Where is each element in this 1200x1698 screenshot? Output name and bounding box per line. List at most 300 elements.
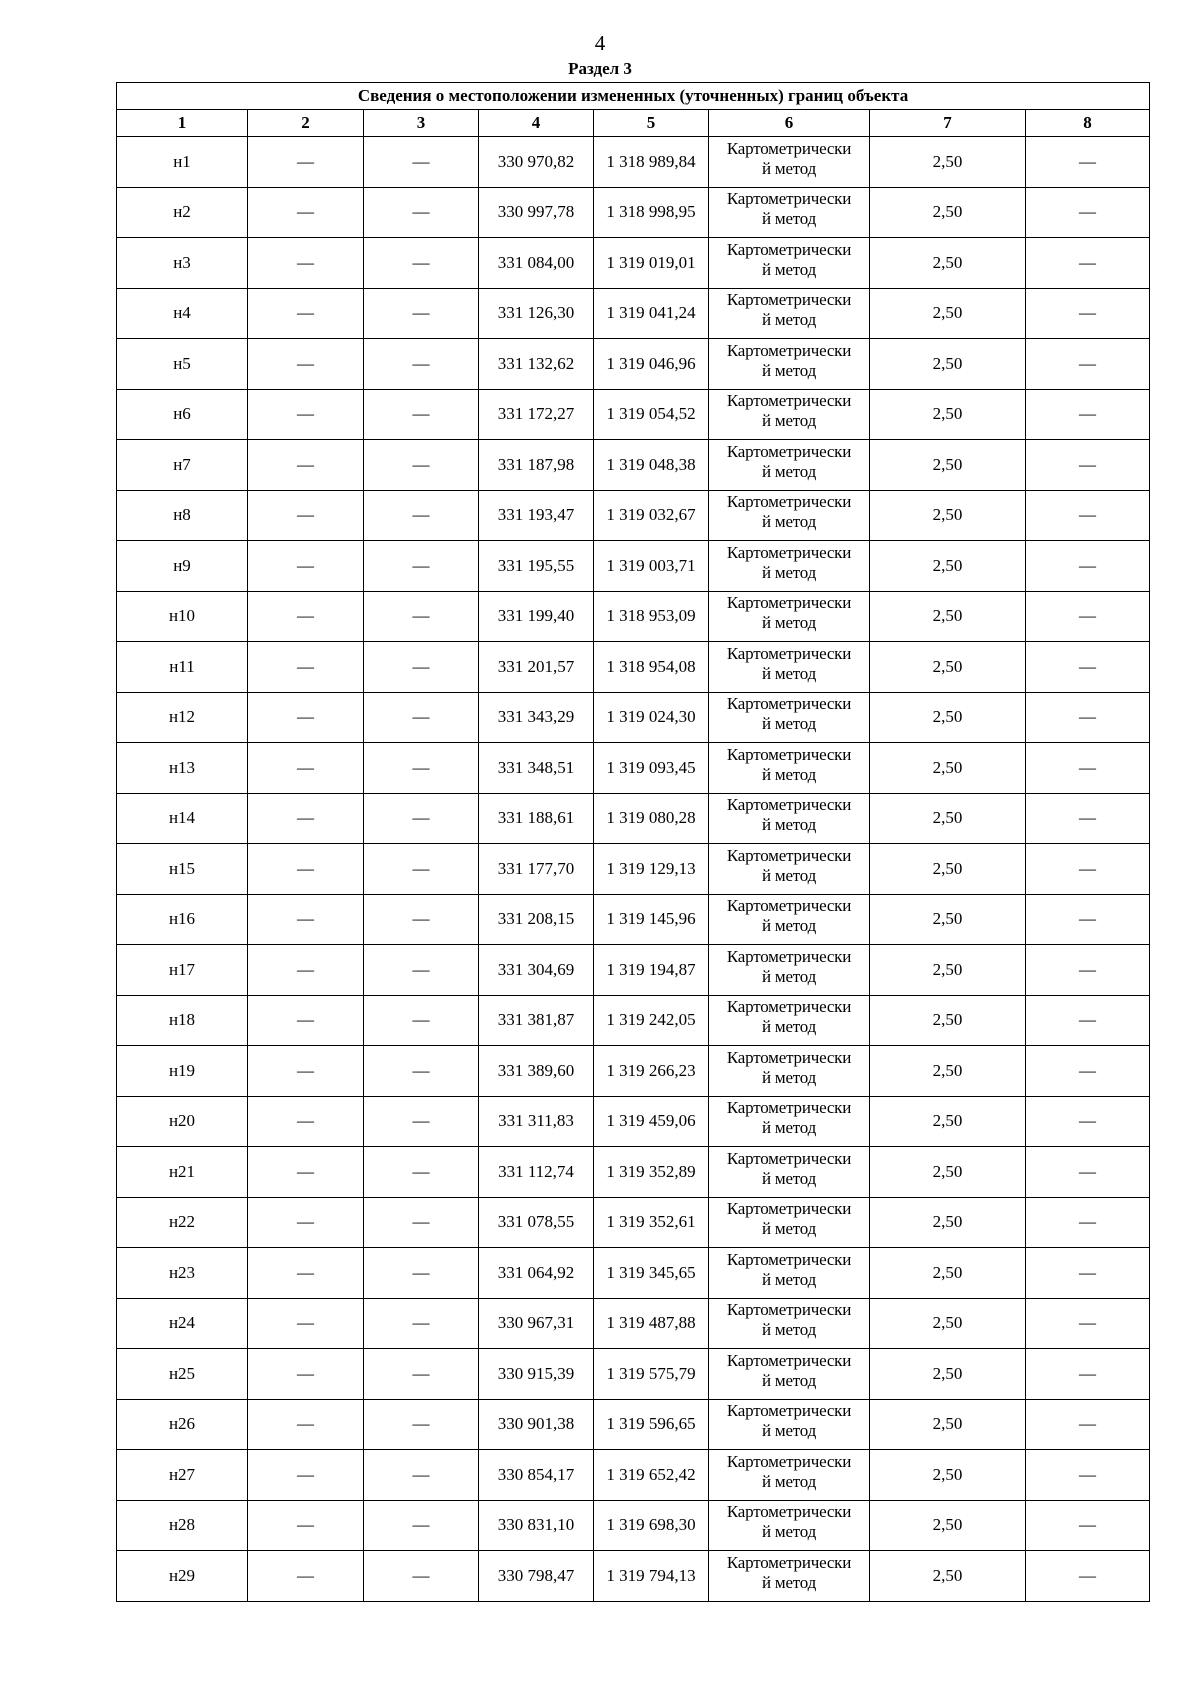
method-text-line: й метод [761,1320,817,1340]
method-text-line: Картометрически [726,795,852,815]
y-coordinate-cell: 1 318 954,08 [594,642,709,693]
col2-cell: — [248,490,364,541]
point-name-cell: н2 [117,187,248,238]
col3-cell: — [364,995,479,1046]
accuracy-cell: 2,50 [870,339,1026,390]
x-coordinate-cell: 331 389,60 [479,1046,594,1097]
accuracy-cell: 2,50 [870,1450,1026,1501]
accuracy-cell: 2,50 [870,187,1026,238]
x-coordinate-cell: 331 064,92 [479,1248,594,1299]
accuracy-cell: 2,50 [870,1248,1026,1299]
table-row [117,1349,1150,1400]
col2-cell: — [248,440,364,491]
x-coordinate-cell: 331 172,27 [479,389,594,440]
x-coordinate-cell: 331 188,61 [479,793,594,844]
y-coordinate-cell: 1 319 145,96 [594,894,709,945]
point-name-cell: н1 [117,137,248,188]
col2-cell: — [248,1147,364,1198]
x-coordinate-cell: 331 132,62 [479,339,594,390]
y-coordinate-cell: 1 319 596,65 [594,1399,709,1450]
x-coordinate-cell: 331 201,57 [479,642,594,693]
table-row [117,1147,1150,1198]
accuracy-cell: 2,50 [870,490,1026,541]
col3-cell: — [364,541,479,592]
y-coordinate-cell: 1 319 698,30 [594,1500,709,1551]
boundary-coordinates-table [116,82,1150,1602]
method-cell [709,288,870,339]
column-header-row [117,110,1150,137]
col3-cell: — [364,1551,479,1602]
col3-cell: — [364,1046,479,1097]
col2-cell: — [248,137,364,188]
point-name-cell: н26 [117,1399,248,1450]
accuracy-cell: 2,50 [870,137,1026,188]
method-text-line: й метод [761,815,817,835]
method-cell [709,743,870,794]
table-row [117,288,1150,339]
x-coordinate-cell: 330 970,82 [479,137,594,188]
col3-cell: — [364,1500,479,1551]
method-text-line: й метод [761,259,817,279]
table-row [117,844,1150,895]
method-text-line: й метод [761,1219,817,1239]
table-row [117,1298,1150,1349]
col8-cell: — [1026,339,1150,390]
method-text-line: Картометрически [726,1098,852,1118]
method-cell [709,945,870,996]
method-text-line: й метод [761,1421,817,1441]
table-row [117,389,1150,440]
method-text-line: Картометрически [726,896,852,916]
method-text-line: й метод [761,310,817,330]
col8-cell: — [1026,1046,1150,1097]
method-cell [709,541,870,592]
method-text-line: Картометрически [726,290,852,310]
method-cell [709,1147,870,1198]
column-header: 8 [1026,110,1150,137]
y-coordinate-cell: 1 319 345,65 [594,1248,709,1299]
x-coordinate-cell: 331 311,83 [479,1096,594,1147]
method-text-line: Картометрически [726,1502,852,1522]
col8-cell: — [1026,1500,1150,1551]
point-name-cell: н29 [117,1551,248,1602]
x-coordinate-cell: 331 084,00 [479,238,594,289]
col8-cell: — [1026,541,1150,592]
point-name-cell: н6 [117,389,248,440]
method-text-line: Картометрически [726,845,852,865]
col3-cell: — [364,137,479,188]
table-row [117,1399,1150,1450]
table-row [117,440,1150,491]
method-cell [709,1399,870,1450]
method-cell [709,1500,870,1551]
col3-cell: — [364,187,479,238]
table-row [117,642,1150,693]
y-coordinate-cell: 1 319 024,30 [594,692,709,743]
x-coordinate-cell: 331 195,55 [479,541,594,592]
method-cell [709,1551,870,1602]
method-text-line: Картометрически [726,946,852,966]
col3-cell: — [364,1147,479,1198]
point-name-cell: н8 [117,490,248,541]
table-row [117,1046,1150,1097]
point-name-cell: н16 [117,894,248,945]
x-coordinate-cell: 331 112,74 [479,1147,594,1198]
col8-cell: — [1026,1349,1150,1400]
col2-cell: — [248,844,364,895]
method-cell [709,238,870,289]
accuracy-cell: 2,50 [870,1147,1026,1198]
col2-cell: — [248,1399,364,1450]
method-text-line: й метод [761,764,817,784]
y-coordinate-cell: 1 319 048,38 [594,440,709,491]
point-name-cell: н5 [117,339,248,390]
y-coordinate-cell: 1 319 487,88 [594,1298,709,1349]
col2-cell: — [248,591,364,642]
col8-cell: — [1026,1197,1150,1248]
method-text-line: й метод [761,663,817,683]
col3-cell: — [364,1349,479,1400]
point-name-cell: н24 [117,1298,248,1349]
col2-cell: — [248,541,364,592]
table-row [117,1248,1150,1299]
y-coordinate-cell: 1 319 194,87 [594,945,709,996]
point-name-cell: н13 [117,743,248,794]
x-coordinate-cell: 331 381,87 [479,995,594,1046]
col3-cell: — [364,238,479,289]
x-coordinate-cell: 331 343,29 [479,692,594,743]
col3-cell: — [364,894,479,945]
method-text-line: й метод [761,714,817,734]
x-coordinate-cell: 330 901,38 [479,1399,594,1450]
table-row [117,137,1150,188]
method-text-line: Картометрически [726,997,852,1017]
table-row [117,1551,1150,1602]
table-row [117,743,1150,794]
col8-cell: — [1026,945,1150,996]
method-text-line: й метод [761,613,817,633]
col2-cell: — [248,642,364,693]
y-coordinate-cell: 1 319 054,52 [594,389,709,440]
method-cell [709,389,870,440]
col2-cell: — [248,692,364,743]
table-row [117,692,1150,743]
col2-cell: — [248,389,364,440]
method-cell [709,339,870,390]
table-row [117,339,1150,390]
y-coordinate-cell: 1 319 794,13 [594,1551,709,1602]
accuracy-cell: 2,50 [870,1298,1026,1349]
col3-cell: — [364,1450,479,1501]
page-number: 4 [594,31,606,55]
column-header: 5 [594,110,709,137]
method-text-line: Картометрически [726,340,852,360]
accuracy-cell: 2,50 [870,1349,1026,1400]
col8-cell: — [1026,137,1150,188]
method-text-line: Картометрически [726,239,852,259]
col2-cell: — [248,1046,364,1097]
table-row [117,894,1150,945]
y-coordinate-cell: 1 319 046,96 [594,339,709,390]
col3-cell: — [364,642,479,693]
col3-cell: — [364,288,479,339]
method-text-line: Картометрически [726,391,852,411]
y-coordinate-cell: 1 319 352,89 [594,1147,709,1198]
accuracy-cell: 2,50 [870,894,1026,945]
x-coordinate-cell: 331 177,70 [479,844,594,895]
y-coordinate-cell: 1 319 652,42 [594,1450,709,1501]
col2-cell: — [248,1500,364,1551]
method-cell [709,642,870,693]
col2-cell: — [248,1298,364,1349]
col3-cell: — [364,844,479,895]
x-coordinate-cell: 331 208,15 [479,894,594,945]
section-title: Раздел 3 [568,59,632,78]
method-text-line: й метод [761,158,817,178]
col8-cell: — [1026,389,1150,440]
accuracy-cell: 2,50 [870,541,1026,592]
method-text-line: й метод [761,966,817,986]
col3-cell: — [364,389,479,440]
accuracy-cell: 2,50 [870,1399,1026,1450]
accuracy-cell: 2,50 [870,440,1026,491]
method-text-line: й метод [761,461,817,481]
col8-cell: — [1026,1551,1150,1602]
method-cell [709,793,870,844]
col3-cell: — [364,591,479,642]
x-coordinate-cell: 331 348,51 [479,743,594,794]
y-coordinate-cell: 1 319 242,05 [594,995,709,1046]
point-name-cell: н3 [117,238,248,289]
method-text-line: Картометрически [726,1199,852,1219]
method-text-line: й метод [761,360,817,380]
accuracy-cell: 2,50 [870,1046,1026,1097]
method-cell [709,137,870,188]
method-text-line: й метод [761,916,817,936]
table-row [117,541,1150,592]
col2-cell: — [248,288,364,339]
col8-cell: — [1026,844,1150,895]
point-name-cell: н20 [117,1096,248,1147]
accuracy-cell: 2,50 [870,844,1026,895]
method-text-line: Картометрически [726,593,852,613]
accuracy-cell: 2,50 [870,288,1026,339]
column-header: 3 [364,110,479,137]
x-coordinate-cell: 331 187,98 [479,440,594,491]
table-row [117,238,1150,289]
method-text-line: Картометрически [726,1300,852,1320]
method-text-line: й метод [761,1471,817,1491]
accuracy-cell: 2,50 [870,591,1026,642]
table-row [117,591,1150,642]
method-cell [709,1349,870,1400]
method-text-line: й метод [761,1572,817,1592]
col3-cell: — [364,440,479,491]
x-coordinate-cell: 331 304,69 [479,945,594,996]
col8-cell: — [1026,692,1150,743]
accuracy-cell: 2,50 [870,793,1026,844]
col8-cell: — [1026,894,1150,945]
point-name-cell: н9 [117,541,248,592]
point-name-cell: н12 [117,692,248,743]
table-row [117,995,1150,1046]
method-text-line: й метод [761,1017,817,1037]
col8-cell: — [1026,1450,1150,1501]
y-coordinate-cell: 1 319 093,45 [594,743,709,794]
method-text-line: й метод [761,1370,817,1390]
x-coordinate-cell: 330 831,10 [479,1500,594,1551]
col8-cell: — [1026,995,1150,1046]
point-name-cell: н28 [117,1500,248,1551]
method-cell [709,591,870,642]
method-text-line: Картометрически [726,441,852,461]
y-coordinate-cell: 1 319 129,13 [594,844,709,895]
col2-cell: — [248,793,364,844]
col3-cell: — [364,339,479,390]
method-text-line: й метод [761,1067,817,1087]
col8-cell: — [1026,1248,1150,1299]
column-header: 6 [709,110,870,137]
table-row [117,1197,1150,1248]
method-text-line: й метод [761,411,817,431]
method-cell [709,1248,870,1299]
method-cell [709,1450,870,1501]
method-cell [709,1096,870,1147]
method-cell [709,1046,870,1097]
col2-cell: — [248,1450,364,1501]
method-text-line: Картометрически [726,1401,852,1421]
y-coordinate-cell: 1 319 459,06 [594,1096,709,1147]
col8-cell: — [1026,1298,1150,1349]
method-text-line: й метод [761,512,817,532]
accuracy-cell: 2,50 [870,743,1026,794]
y-coordinate-cell: 1 319 352,61 [594,1197,709,1248]
col8-cell: — [1026,1147,1150,1198]
y-coordinate-cell: 1 318 998,95 [594,187,709,238]
method-text-line: Картометрически [726,1249,852,1269]
method-text-line: Картометрически [726,643,852,663]
col3-cell: — [364,692,479,743]
col2-cell: — [248,995,364,1046]
col8-cell: — [1026,1096,1150,1147]
y-coordinate-cell: 1 318 989,84 [594,137,709,188]
col8-cell: — [1026,187,1150,238]
point-name-cell: н27 [117,1450,248,1501]
column-header: 1 [117,110,248,137]
table-row [117,945,1150,996]
point-name-cell: н17 [117,945,248,996]
col8-cell: — [1026,440,1150,491]
col8-cell: — [1026,793,1150,844]
method-text-line: Картометрически [726,1148,852,1168]
method-text-line: Картометрически [726,492,852,512]
accuracy-cell: 2,50 [870,389,1026,440]
column-header: 2 [248,110,364,137]
table-row [117,187,1150,238]
col8-cell: — [1026,743,1150,794]
table-title-row [117,83,1150,110]
y-coordinate-cell: 1 319 575,79 [594,1349,709,1400]
method-cell [709,187,870,238]
method-text-line: й метод [761,1522,817,1542]
accuracy-cell: 2,50 [870,995,1026,1046]
method-cell [709,995,870,1046]
table-row [117,793,1150,844]
col3-cell: — [364,743,479,794]
y-coordinate-cell: 1 319 080,28 [594,793,709,844]
method-cell [709,692,870,743]
col2-cell: — [248,743,364,794]
method-cell [709,894,870,945]
accuracy-cell: 2,50 [870,692,1026,743]
col8-cell: — [1026,642,1150,693]
col8-cell: — [1026,591,1150,642]
y-coordinate-cell: 1 319 019,01 [594,238,709,289]
point-name-cell: н14 [117,793,248,844]
x-coordinate-cell: 331 199,40 [479,591,594,642]
method-text-line: Картометрически [726,189,852,209]
col2-cell: — [248,339,364,390]
method-cell [709,844,870,895]
x-coordinate-cell: 331 193,47 [479,490,594,541]
y-coordinate-cell: 1 319 266,23 [594,1046,709,1097]
method-text-line: Картометрически [726,1047,852,1067]
point-name-cell: н10 [117,591,248,642]
x-coordinate-cell: 331 078,55 [479,1197,594,1248]
accuracy-cell: 2,50 [870,238,1026,289]
point-name-cell: н7 [117,440,248,491]
col3-cell: — [364,1096,479,1147]
col3-cell: — [364,1248,479,1299]
column-header: 7 [870,110,1026,137]
table-row [117,490,1150,541]
col2-cell: — [248,945,364,996]
column-header: 4 [479,110,594,137]
point-name-cell: н11 [117,642,248,693]
x-coordinate-cell: 330 915,39 [479,1349,594,1400]
method-text-line: й метод [761,1118,817,1138]
method-text-line: Картометрически [726,542,852,562]
col2-cell: — [248,1349,364,1400]
method-text-line: Картометрически [726,138,852,158]
col8-cell: — [1026,1399,1150,1450]
table-row [117,1450,1150,1501]
method-cell [709,1298,870,1349]
x-coordinate-cell: 330 798,47 [479,1551,594,1602]
col3-cell: — [364,793,479,844]
col3-cell: — [364,490,479,541]
col3-cell: — [364,1197,479,1248]
method-text-line: Картометрически [726,1451,852,1471]
point-name-cell: н25 [117,1349,248,1400]
col2-cell: — [248,238,364,289]
table-row [117,1500,1150,1551]
method-text-line: Картометрически [726,694,852,714]
method-cell [709,440,870,491]
method-text-line: й метод [761,1269,817,1289]
method-text-line: Картометрически [726,744,852,764]
point-name-cell: н23 [117,1248,248,1299]
accuracy-cell: 2,50 [870,642,1026,693]
y-coordinate-cell: 1 319 041,24 [594,288,709,339]
x-coordinate-cell: 331 126,30 [479,288,594,339]
x-coordinate-cell: 330 854,17 [479,1450,594,1501]
col3-cell: — [364,1298,479,1349]
method-text-line: й метод [761,1168,817,1188]
col3-cell: — [364,1399,479,1450]
col8-cell: — [1026,238,1150,289]
accuracy-cell: 2,50 [870,1197,1026,1248]
